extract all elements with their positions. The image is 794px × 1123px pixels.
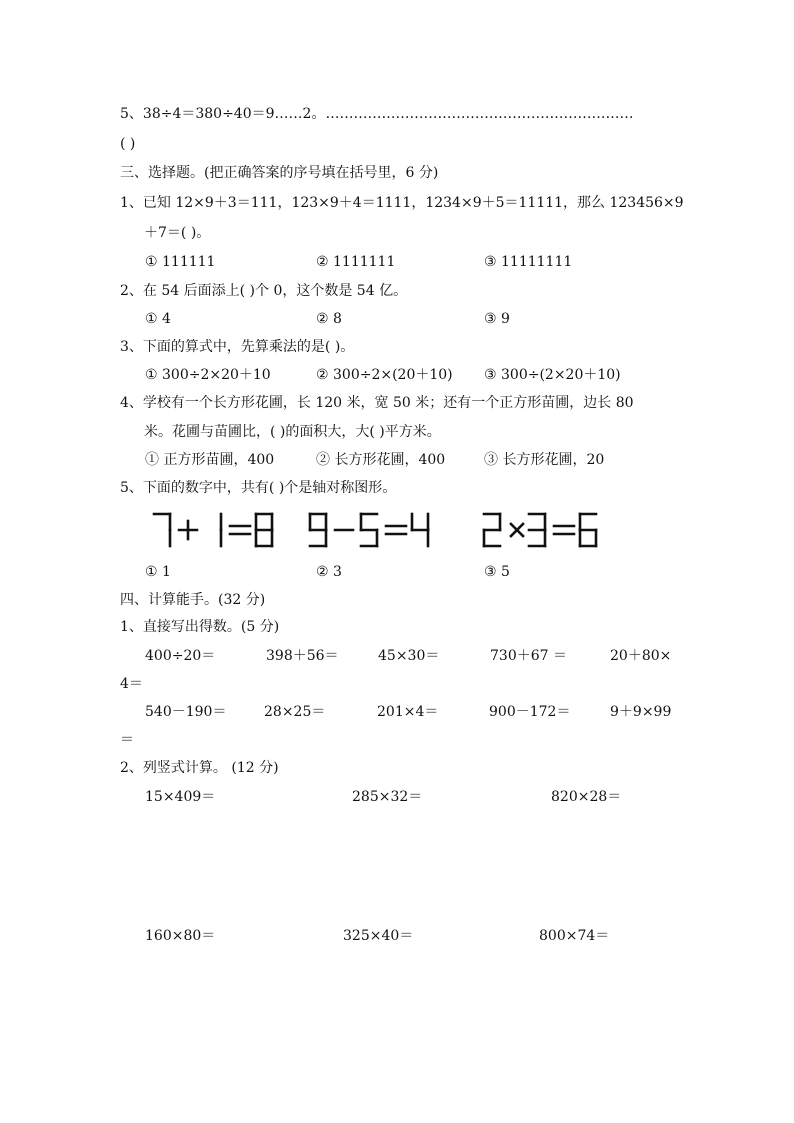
choice-q5-option-1: ① 1 bbox=[145, 564, 171, 580]
oral-row1-item1: 400÷20＝ bbox=[145, 648, 216, 664]
choice-q1-option-2: ② 1111111 bbox=[316, 254, 396, 270]
choice-q5-option-3: ③ 5 bbox=[484, 564, 510, 580]
section4-title: 四、计算能手。(32 分) bbox=[120, 592, 266, 608]
choice-q3-option-2: ② 300÷2×(20＋10) bbox=[316, 367, 453, 383]
digit-figures bbox=[148, 510, 628, 550]
choice-q1-option-1: ① 111111 bbox=[145, 254, 216, 270]
oral-row2-item1: 540－190＝ bbox=[145, 704, 227, 720]
vertical-row2-item2: 325×40＝ bbox=[343, 928, 414, 944]
oral-row1-item4: 730＋67 ＝ bbox=[490, 648, 567, 664]
choice-q4-option-2: ② 长方形花圃，400 bbox=[316, 452, 446, 468]
choice-q1-line2: ＋7＝( )。 bbox=[144, 225, 211, 241]
choice-q2-option-1: ① 4 bbox=[145, 311, 171, 327]
seven-segment-equations-figure bbox=[148, 510, 628, 550]
oral-row2-item5: 9＋9×99 bbox=[610, 704, 672, 720]
oral-row2-wrap: ＝ bbox=[120, 732, 134, 748]
choice-q4-line2: 米。花圃与苗圃比，( )的面积大，大( )平方米。 bbox=[144, 424, 441, 440]
choice-q1-option-3: ③ 11111111 bbox=[484, 254, 573, 270]
section3-title: 三、选择题。(把正确答案的序号填在括号里，6 分) bbox=[120, 165, 439, 181]
vertical-row1-item3: 820×28＝ bbox=[551, 789, 622, 805]
vertical-row2-item1: 160×80＝ bbox=[145, 928, 216, 944]
choice-q5-text: 5、下面的数字中，共有( )个是轴对称图形。 bbox=[120, 480, 397, 496]
oral-row1-item2: 398＋56＝ bbox=[266, 648, 339, 664]
choice-q5-option-2: ② 3 bbox=[316, 564, 342, 580]
vertical-row1-item2: 285×32＝ bbox=[352, 789, 423, 805]
choice-q3-option-1: ① 300÷2×20＋10 bbox=[145, 367, 271, 383]
choice-q3-text: 3、下面的算式中，先算乘法的是( )。 bbox=[120, 339, 355, 355]
choice-q4-line1: 4、学校有一个长方形花圃，长 120 米，宽 50 米；还有一个正方形苗圃，边长 80 bbox=[120, 395, 634, 411]
judge-q5-answer-paren: ( ) bbox=[120, 136, 136, 152]
choice-q2-option-2: ② 8 bbox=[316, 311, 342, 327]
oral-row1-item3: 45×30＝ bbox=[378, 648, 440, 664]
oral-row2-item3: 201×4＝ bbox=[377, 704, 439, 720]
choice-q3-option-3: ③ 300÷(2×20＋10) bbox=[484, 367, 621, 383]
oral-row1-wrap: 4＝ bbox=[120, 676, 143, 692]
choice-q4-option-3: ③ 长方形花圃，20 bbox=[484, 452, 605, 468]
oral-row1-item5: 20＋80× bbox=[610, 648, 672, 664]
oral-row2-item4: 900－172＝ bbox=[489, 704, 571, 720]
judge-q5-text: 5、38÷4＝380÷40＝9……2。………………………………………………………… bbox=[120, 106, 634, 122]
choice-q2-text: 2、在 54 后面添上( )个 0，这个数是 54 亿。 bbox=[120, 283, 408, 299]
choice-q1-line1: 1、已知 12×9＋3＝111，123×9＋4＝1111，1234×9＋5＝11111，那么 123456×9 bbox=[120, 195, 684, 211]
choice-q2-option-3: ③ 9 bbox=[484, 311, 510, 327]
oral-row2-item2: 28×25＝ bbox=[264, 704, 326, 720]
vertical-row2-item3: 800×74＝ bbox=[539, 928, 610, 944]
part2-title: 2、列竖式计算。 (12 分) bbox=[120, 760, 279, 776]
part1-title: 1、直接写出得数。(5 分) bbox=[120, 619, 280, 635]
vertical-row1-item1: 15×409＝ bbox=[145, 789, 216, 805]
choice-q4-option-1: ① 正方形苗圃，400 bbox=[145, 452, 275, 468]
